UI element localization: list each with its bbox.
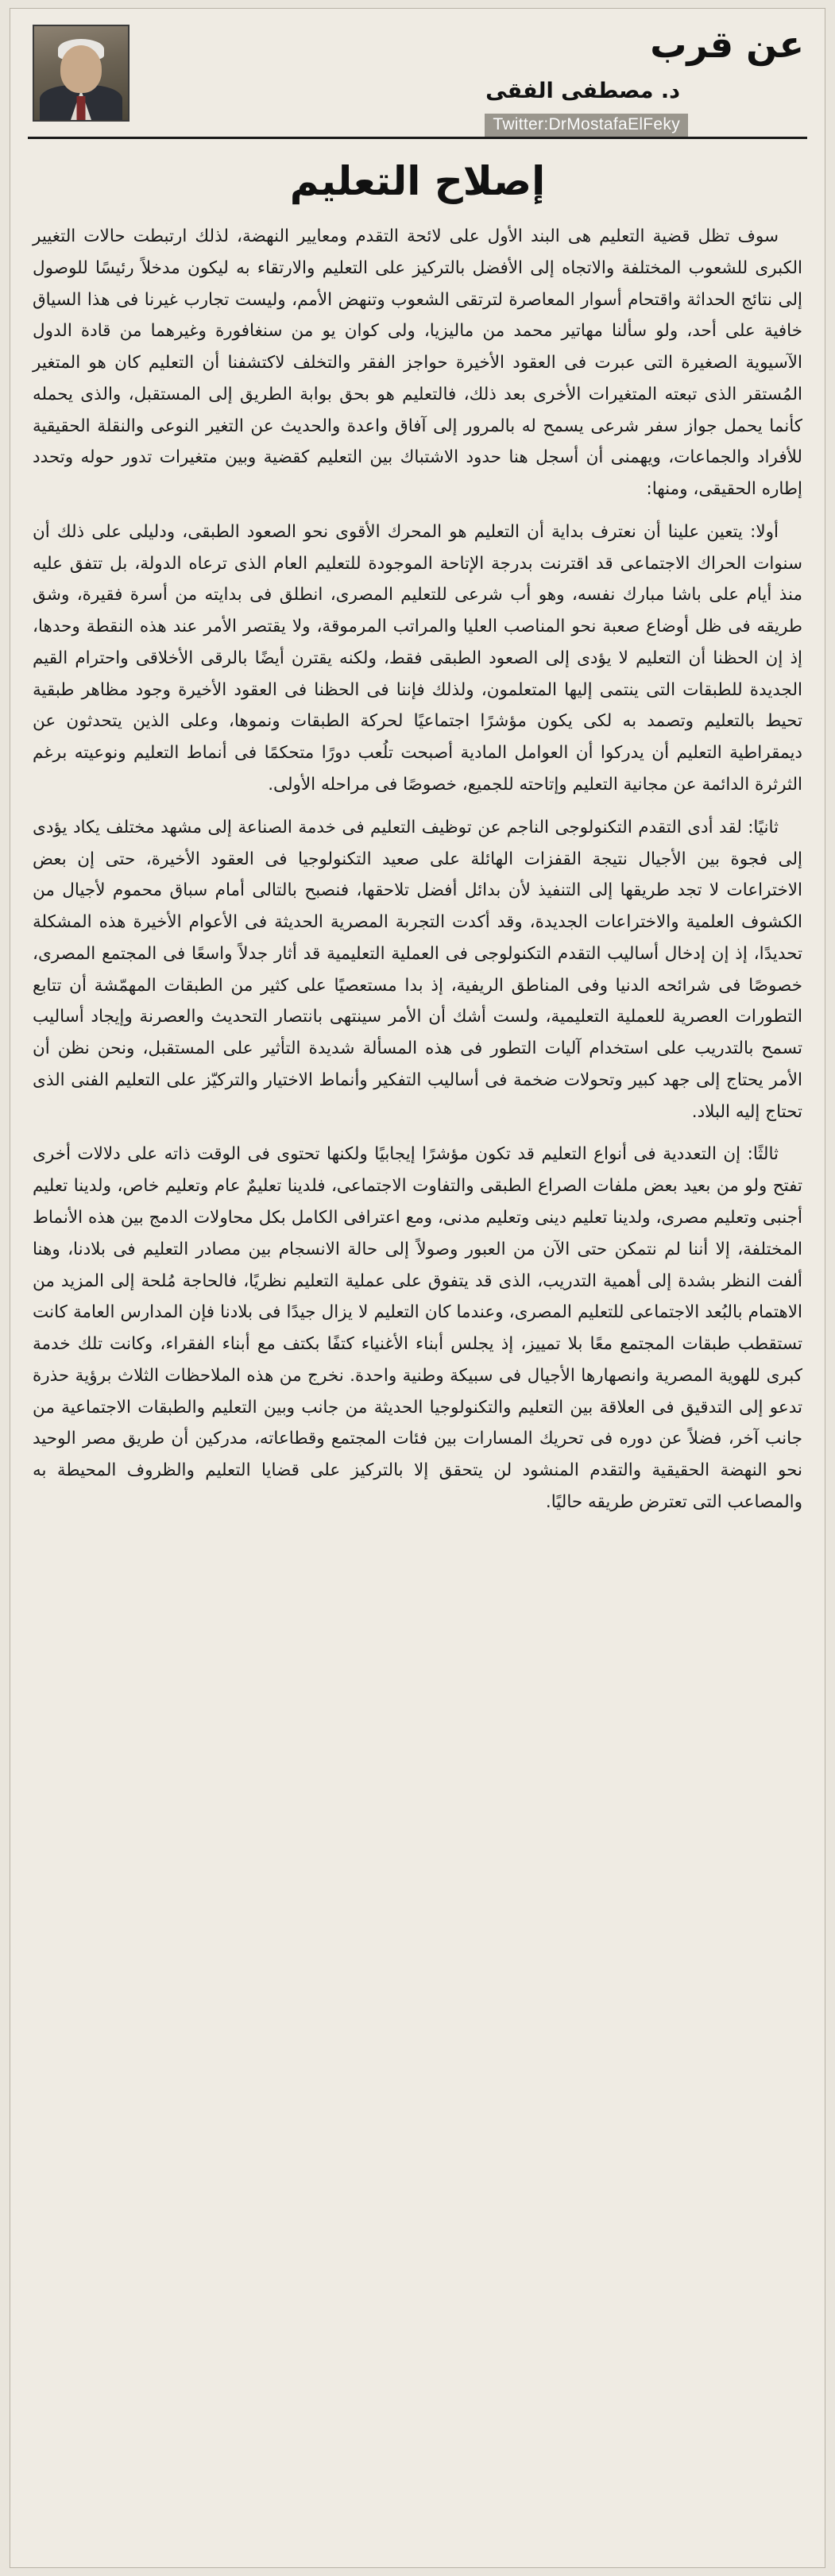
author-portrait	[33, 25, 130, 122]
article-paragraph: أولا: يتعين علينا أن نعترف بداية أن التعليم هو المحرك الأقوى نحو الصعود الطبقى، ودليلى على ذلك أن سنوات الحراك الاجتماعى قد اقترنت بدرجة الإتاحة الموجودة للتعليم العام الذى ترعاه الدولة، بل تتفق عليه منذ أيام على باشا مبارك نفسه، وهو أب شرعى للتعليم المصرى، انطلق فى بدايته من أسرة فقيرة، وشق طريقه فى ظل أوضاع صعبة نحو المناصب العليا والمراتب المرموقة، ولا يقتصر الأمر عند هذه النقطة وحدها، إذ إن الحظنا أن التعليم لا يؤدى إلى الصعود الطبقى فقط، ولكنه يقترن أيضًا بالرقى الأخلاقى واحترام القيم الجديدة للطبقات التى ينتمى إليها المتعلمون، ولذلك فإننا فى الحظنا فى العقود الأخيرة وجود مظاهر طبقية تحيط بالتعليم وتصمد به لكى يكون مؤشرًا اجتماعيًا لحركة الطبقات ونموها، وعلى الذين يتحدثون عن ديمقراطية التعليم أن يدركوا أن العوامل المادية أصبحت تلُعب دورًا متحكمًا فى أنماط التعليم ونوعيته برغم الثرثرة الدائمة عن مجانية التعليم وإتاحته للجميع، خصوصًا فى مراحله الأولى.	[33, 521, 802, 795]
article-body	[28, 221, 807, 1518]
article-paragraph: سوف تظل قضية التعليم هى البند الأول على لائحة التقدم ومعايير النهضة، لذلك ارتبطت حالات التغيير الكبرى للشعوب المختلفة والاتجاه إلى الأفضل بالتركيز على التعليم والارتقاء به ليكون مدخلاً رئيسًا للوصول إلى نتائج الحداثة واقتحام أسوار المعاصرة لترتقى الشعوب وتنهض الأمم، وليست تجارب غيرنا فى هذا السياق خافية على أحد، ولو سألنا مهاتير محمد من ماليزيا، ولى كوان يو من سنغافورة وغيرهما من قادة الدول الآسيوية الصغيرة التى عبرت فى العقود الأخيرة حواجز الفقر والتخلف لاكتشفنا أن التعليم كان هو المتغير المُستقر الذى تبعته المتغيرات الأخرى بعد ذلك، فالتعليم هو بحق بوابة الطريق إلى المستقبل، والذى يحمله كأنما يحمل جواز سفر شرعى يسمح له بالمرور إلى آفاق واعدة والحديث عن التغير النوعى والنقلة الحقيقية للأفراد والجماعات، ويهمنى أن أسجل هنا حدود الاشتباك بين التعليم كقضية وبين متغيرات تدور حوله وتحدد إطاره الحقيقى، ومنها:	[33, 226, 802, 500]
portrait-tie-shape	[77, 96, 86, 120]
masthead	[28, 20, 807, 139]
portrait-face-shape	[60, 45, 102, 93]
article-sheet	[10, 8, 825, 2568]
author-name: د. مصطفى الفقى	[485, 79, 680, 103]
article-paragraph: ثانيًا: لقد أدى التقدم التكنولوجى الناجم عن توظيف التعليم فى خدمة الصناعة إلى مشهد مختلف يكاد يؤدى إلى فجوة بين الأجيال نتيجة القفزات الهائلة على صعيد التكنولوجيا فى العقود الأخيرة، حتى إن بعض الاختراعات لا تجد طريقها إلى التنفيذ لأن بدائل أفضل تلاحقها، فنصبح بالتالى أمام سباق محموم لأجيال من الكشوف العلمية والاختراعات الجديدة، وقد أكدت التجربة المصرية الحديثة فى الأعوام الأخيرة هذه المشكلة تحديدًا، إذ إن إدخال أساليب التقدم التكنولوجى فى العملية التعليمية قد أثار جدلاً واسعًا فى المجتمع المصرى، خصوصًا فى شرائحه الدنيا وفى المناطق الريفية، إذ بدا مستعصيًا على كثير من الطبقات المهمّشة أن تتابع التطورات العصرية للعملية التعليمية، ولست أشك أن الأمر سينتهى بانتصار التحديث والعصرنة وإيجاد أساليب تسمح بالتدريب على استخدام آليات التطور فى هذه المسألة شديدة التأثير على المستقبل، ونحن نظن أن الأمر يحتاج إلى جهد كبير وتحولات ضخمة فى أساليب التفكير وأنماط الاختيار والتركيّز على التعليم الفنى الذى تحتاج إليه البلاد.	[33, 817, 802, 1122]
article-paragraph: ثالثًا: إن التعددية فى أنواع التعليم قد تكون مؤشرًا إيجابيًا ولكنها تحتوى فى الوقت ذاته على دلالات أخرى تفتح ولو من بعيد بعض ملفات الصراع الطبقى والتفاوت الاجتماعى، فلدينا تعليمٌ عام وتعليم خاص، ولدينا تعليم أجنبى وتعليم مصرى، ولدينا تعليم دينى وتعليم مدنى، ومع اعترافى الكامل بكل محاولات الدمج بين هذه الأنماط المختلفة، إلا أننا لم نتمكن حتى الآن من العبور وصولاً إلى حالة الانسجام بين مصادر التعليم فى بلادنا، وهنا ألفت النظر بشدة إلى أهمية التدريب، الذى قد يتفوق على عملية التعليم نظريًا، فالحاجة مُلحة إلى المزيد من الاهتمام بالبُعد الاجتماعى للتعليم المصرى، وعندما كان التعليم لا يزال جيدًا فى بلادنا فإن المدارس العامة كانت تستقطب طبقات المجتمع معًا بلا تمييز، إذ يجلس أبناء الأغنياء كتفًا بكتف مع أبناء الفقراء، وكانت تلك خدمة كبرى للهوية المصرية وانصهارها الأجيال فى سبيكة وطنية واحدة. نخرج من هذه الملاحظات الثلاث برؤية حذرة تدعو إلى التدقيق فى العلاقة بين التعليم والتكنولوجيا الحديثة من جانب وبين التعليم والطبقات الاجتماعية من جانب آخر، فضلاً عن دوره فى تحريك المسارات بين فئات المجتمع وقطاعاته، مدركين أن طريق مصر الوحيد نحو النهضة الحقيقية والتقدم المنشود لن يتحقق إلا بالتركيز على قضايا التعليم والظروف المحيطة به والمصاعب التى تعترض طريقه حاليًا.	[33, 1144, 802, 1512]
twitter-handle: Twitter:DrMostafaElFeky	[485, 114, 688, 137]
article-headline: إصلاح التعليم	[289, 158, 546, 204]
column-title: عن قرب	[650, 23, 804, 66]
